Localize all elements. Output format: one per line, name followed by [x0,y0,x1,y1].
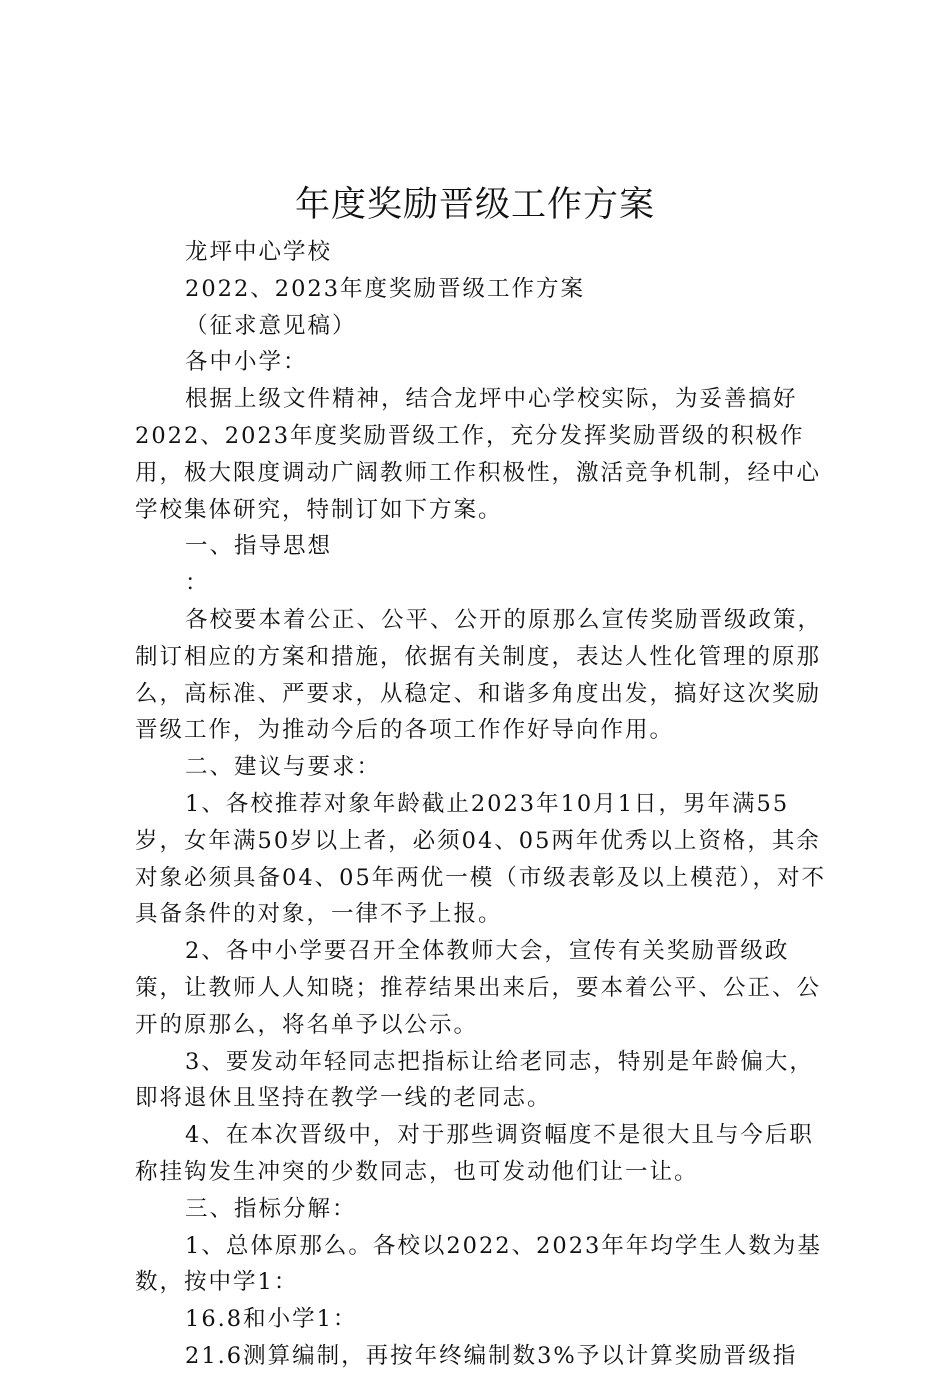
plan-title-line: 2022、2023年度奖励晋级工作方案 [185,275,586,302]
quota-calc-line: 21.6测算编制，再按年终编制数3%予以计算奖励晋级指 [185,1342,798,1369]
section-heading-3: 三、指标分解： [185,1195,357,1222]
requirement-item-3: 3、要发动年轻同志把指标让给老同志，特别是年龄偏大，即将退休且坚持在教学一线的老同志。 [135,1048,814,1112]
salutation-line: 各中小学： [185,349,308,376]
guiding-paragraph: 各校要本着公正、公平、公开的原那么宣传奖励晋级政策，制订相应的方案和措施，依据有关制度，表达人性化管理的原那么，高标准、严要求，从稳定、和谐多角度出发，搞好这次奖励晋级工作，为推动今后的各项工作作好导向作用。 [135,606,823,744]
document-title: 年度奖励晋级工作方案 [294,185,655,225]
requirement-item-4: 4、在本次晋级中，对于那些调资幅度不是很大且与今后职称挂钩发生冲突的少数同志，也可发动他们让一让。 [135,1122,814,1185]
quota-ratio-line: 16.8和小学1： [185,1306,358,1333]
school-name-line: 龙坪中心学校 [185,239,333,265]
intro-paragraph: 根据上级文件精神，结合龙坪中心学校实际，为妥善搞好2022、2023年度奖励晋级工作，充分发挥奖励晋级的积极作用，极大限度调动广阔教师工作积极性，激活竞争机制，经中心学校集体研究，特制订如下方案。 [135,386,822,523]
colon-line: ： [185,570,210,597]
section-heading-1: 一、指导思想 [185,533,333,560]
requirement-item-1: 1、各校推荐对象年龄截止2023年10月1日，男年满55岁，女年满50岁以上者，必须04、05两年优秀以上资格，其余对象必须具备04、05年两优一模（市级表彰及以上模范），对不具备条件的对象，一律不予上报。 [135,790,827,928]
document-body [135,234,835,1375]
draft-note-line: （征求意见稿） [185,312,357,339]
quota-item-1: 1、总体原那么。各校以2022、2023年年均学生人数为基数，按中学1： [135,1232,822,1296]
requirement-item-2: 2、各中小学要召开全体教师大会，宣传有关奖励晋级政策，让教师人人知晓；推荐结果出来后，要本着公平、公正、公开的原那么，将名单予以公示。 [135,938,822,1038]
section-heading-2: 二、建议与要求： [185,754,382,781]
